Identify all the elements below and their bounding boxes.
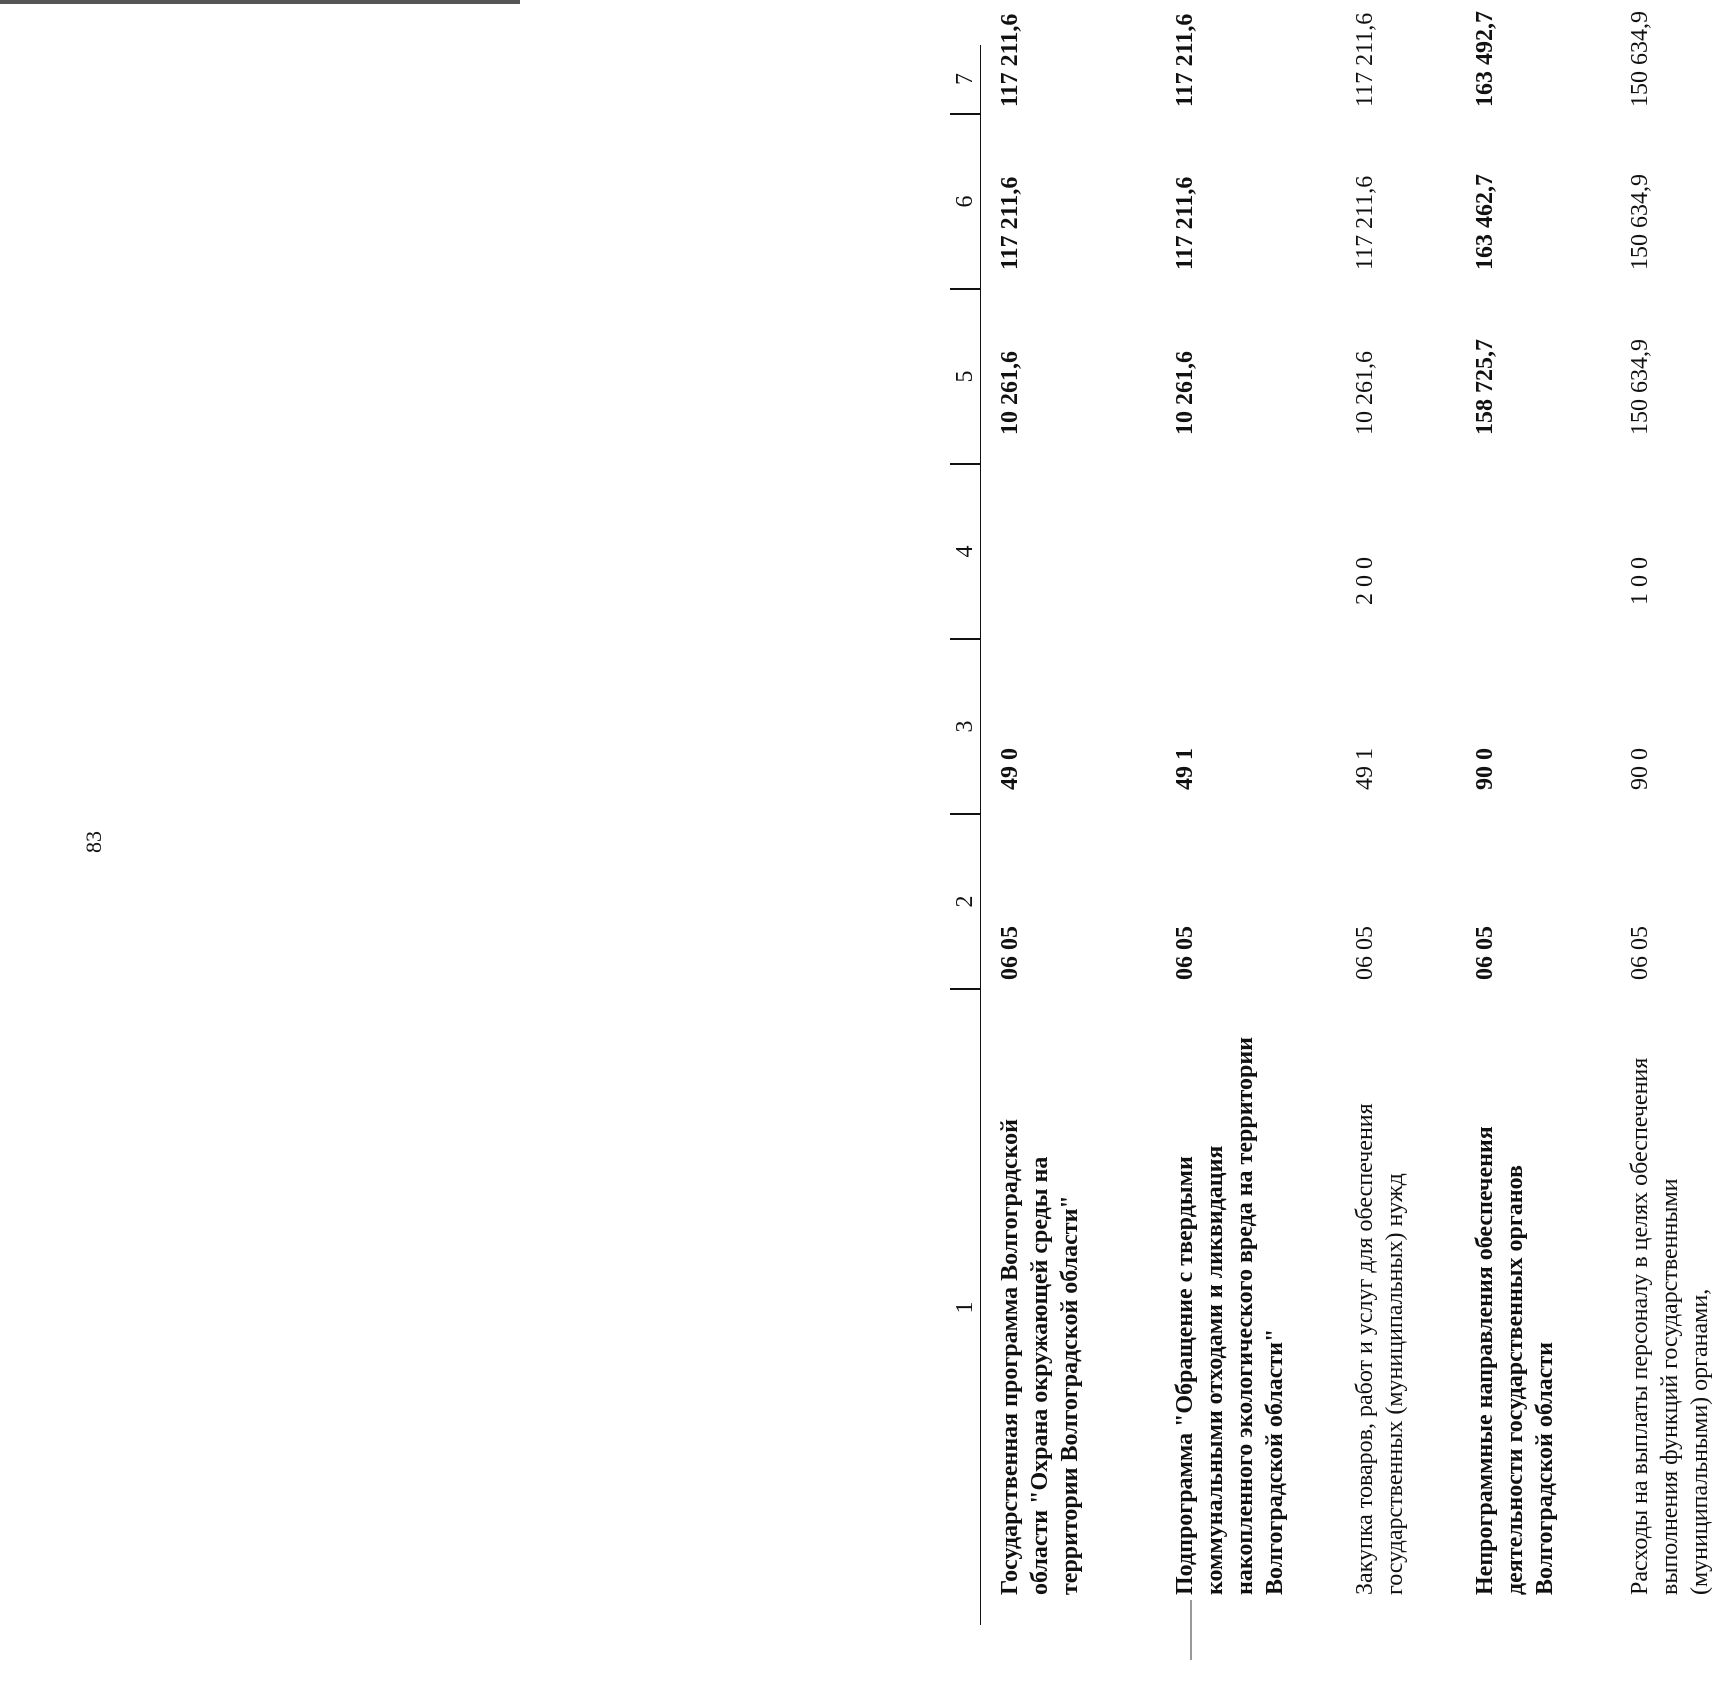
row-section: 06 05 bbox=[1472, 926, 1498, 980]
row-target: 49 0 bbox=[997, 748, 1023, 790]
row-sum-col6: 117 211,6 bbox=[997, 176, 1023, 270]
row-sum-col5: 158 725,7 bbox=[1472, 339, 1498, 435]
row-name: Подпрограмма "Обращение с твердыми коммунальными отходами и ликвидация накопленного экологического вреда на территории Волгоградской области" bbox=[1172, 1037, 1288, 1595]
header-col-6: 6 bbox=[952, 195, 978, 208]
row-name: Закупка товаров, работ и услуг для обеспечения государственных (муниципальных) нужд bbox=[1352, 1103, 1408, 1595]
header-col-2: 2 bbox=[952, 895, 978, 908]
row-name: Расходы на выплаты персоналу в целях обеспечения выполнения функций государственными (муниципальными) органами, bbox=[1627, 1057, 1713, 1595]
row-sum-col6: 117 211,6 bbox=[1352, 175, 1378, 270]
header-divider bbox=[950, 639, 980, 641]
row-name: Государственная программа Волгоградской области "Охрана окружающей среды на территории Волгоградской области" bbox=[997, 1119, 1083, 1595]
row-sum-col7: 163 492,7 bbox=[1472, 11, 1498, 107]
row-section: 06 05 bbox=[997, 926, 1023, 980]
row-sum-col5: 10 261,6 bbox=[997, 351, 1023, 435]
row-sum-col6: 150 634,9 bbox=[1627, 174, 1653, 270]
header-divider bbox=[950, 814, 980, 816]
row-target: 49 1 bbox=[1172, 748, 1198, 790]
row-target: 90 0 bbox=[1627, 748, 1653, 790]
row-sum-col6: 163 462,7 bbox=[1472, 174, 1498, 270]
page-number: 83 bbox=[81, 831, 106, 853]
header-col-5: 5 bbox=[952, 370, 978, 383]
scan-edge-top bbox=[0, 0, 520, 4]
budget-table bbox=[950, 11, 1713, 1625]
header-col-3: 3 bbox=[952, 720, 978, 733]
row-sum-col7: 117 211,6 bbox=[997, 13, 1023, 107]
row-section: 06 05 bbox=[1352, 926, 1378, 980]
header-divider bbox=[950, 289, 980, 291]
header-col-1: 1 bbox=[952, 1301, 978, 1314]
row-expense-type: 1 0 0 bbox=[1627, 557, 1653, 605]
header-col-4: 4 bbox=[952, 545, 978, 558]
header-divider bbox=[950, 114, 980, 116]
row-sum-col5: 10 261,6 bbox=[1352, 351, 1378, 435]
row-target: 49 1 bbox=[1352, 748, 1378, 790]
header-divider bbox=[950, 464, 980, 466]
row-target: 90 0 bbox=[1472, 748, 1498, 790]
header-divider bbox=[950, 989, 980, 991]
row-sum-col7: 117 211,6 bbox=[1172, 13, 1198, 107]
header-col-7: 7 bbox=[952, 73, 978, 85]
row-expense-type: 2 0 0 bbox=[1352, 557, 1378, 605]
row-sum-col5: 150 634,9 bbox=[1627, 339, 1653, 435]
row-sum-col6: 117 211,6 bbox=[1172, 176, 1198, 270]
row-sum-col7: 117 211,6 bbox=[1352, 12, 1378, 107]
row-sum-col5: 10 261,6 bbox=[1172, 351, 1198, 435]
row-sum-col7: 150 634,9 bbox=[1627, 11, 1653, 107]
row-section: 06 05 bbox=[1172, 926, 1198, 980]
row-section: 06 05 bbox=[1627, 926, 1653, 980]
table-header bbox=[950, 45, 981, 1625]
row-name: Непрограммные направления обеспечения деятельности государственных органов Волгоградской области bbox=[1472, 1126, 1558, 1595]
